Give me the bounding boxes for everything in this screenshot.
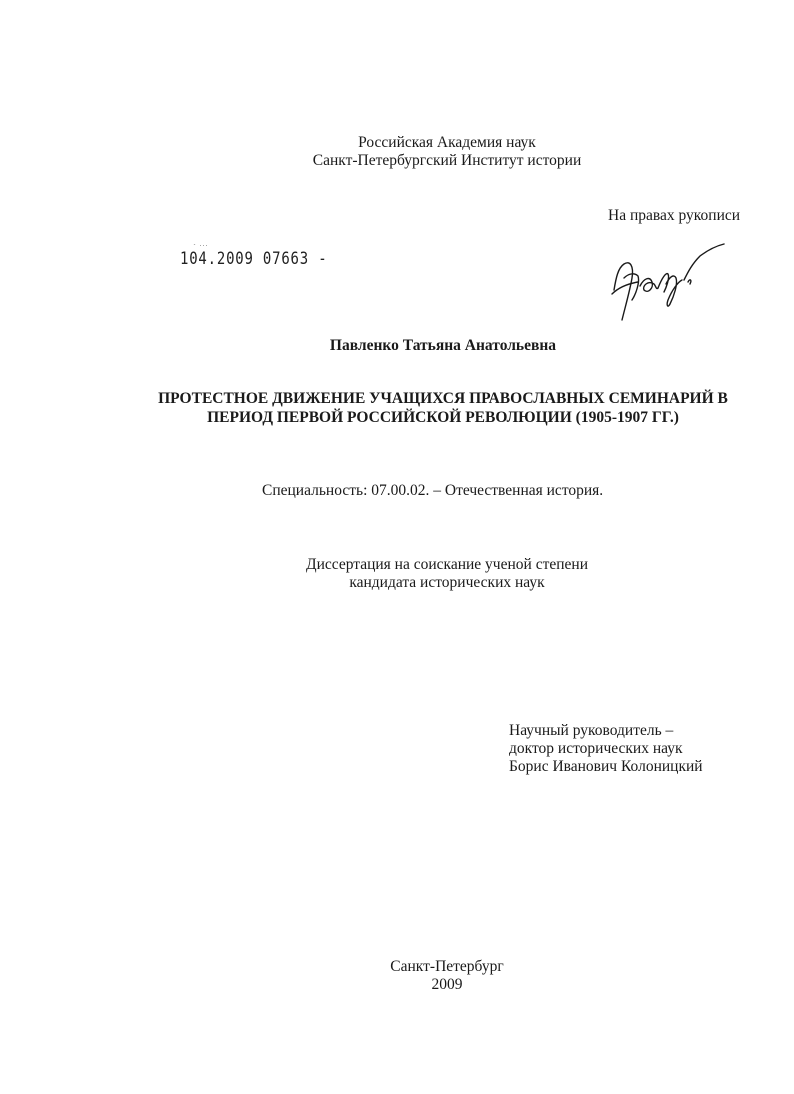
archive-stamp-mark: - ... — [193, 242, 209, 248]
city: Санкт-Петербург — [390, 958, 504, 975]
handwritten-signature-icon — [604, 238, 734, 330]
degree-line-1: Диссертация на соискание ученой степени — [306, 556, 588, 573]
institution-academy: Российская Академия наук — [358, 134, 536, 151]
archive-stamp-number: 104.2009 07663 - — [180, 249, 328, 269]
adviser-name: Борис Иванович Колоницкий — [509, 758, 703, 775]
institution-institute: Санкт-Петербургский Институт истории — [312, 152, 582, 169]
year: 2009 — [431, 976, 463, 993]
dissertation-title-line-2: ПЕРИОД ПЕРВОЙ РОССИЙСКОЙ РЕВОЛЮЦИИ (1905-1907 ГГ.) — [207, 409, 679, 426]
author-name: Павленко Татьяна Анатольевна — [329, 337, 557, 354]
degree-line-2: кандидата исторических наук — [349, 574, 545, 591]
manuscript-rights-note: На правах рукописи — [608, 207, 741, 224]
speciality: Специальность: 07.00.02. – Отечественная история. — [262, 482, 604, 499]
adviser-degree: доктор исторических наук — [509, 740, 683, 757]
adviser-role: Научный руководитель – — [509, 722, 674, 739]
dissertation-title-line-1: ПРОТЕСТНОЕ ДВИЖЕНИЕ УЧАЩИХСЯ ПРАВОСЛАВНЫХ СЕМИНАРИЙ В — [158, 390, 728, 407]
